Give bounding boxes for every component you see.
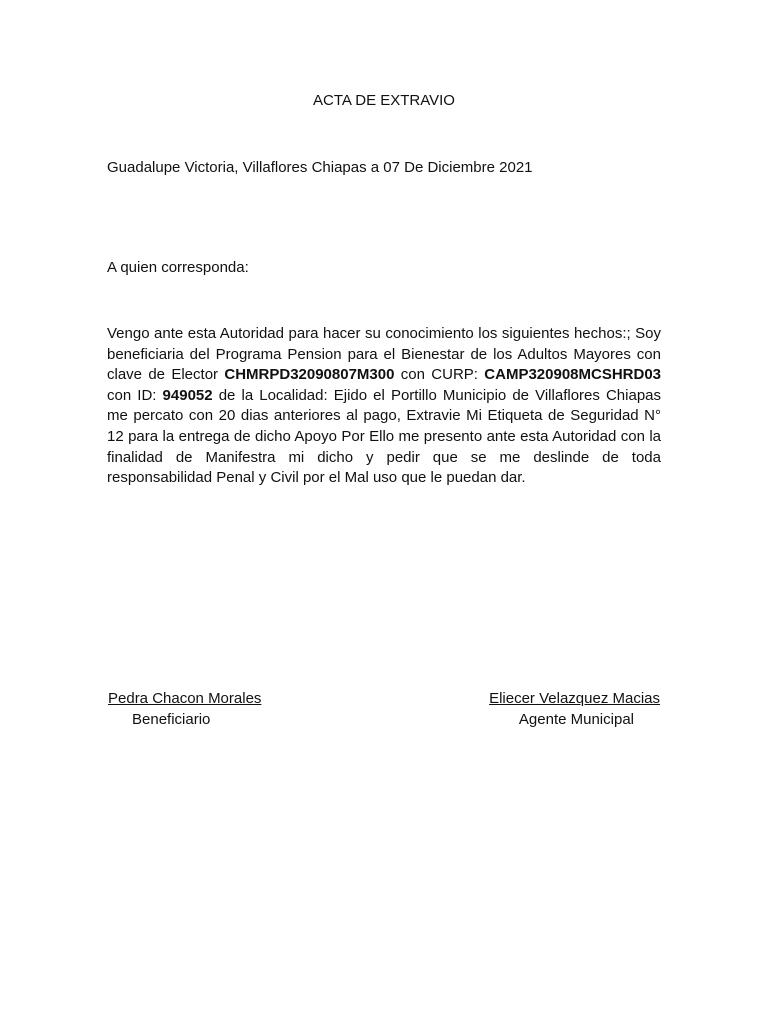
document-title: ACTA DE EXTRAVIO xyxy=(313,92,455,109)
signature-left-role: Beneficiario xyxy=(132,710,211,728)
signature-left xyxy=(108,689,261,730)
signature-left-name: Pedra Chacon Morales xyxy=(108,690,262,707)
body-text-part1: Vengo ante esta Autoridad para hacer su conocimiento los siguientes hechos:; Soy beneficiaria del Programa Pension para el Bienestar de los Adultos Mayores con clave de Elector xyxy=(107,325,661,384)
clave-elector: CHMRPD32090807M300 xyxy=(224,366,395,384)
signature-right-role: Agente Municipal xyxy=(518,710,634,728)
body-text-part2: con CURP: xyxy=(394,366,485,384)
salutation: A quien corresponda: xyxy=(107,259,249,276)
place-date: Guadalupe Victoria, Villaflores Chiapas a 07 De Diciembre 2021 xyxy=(107,159,533,176)
body-paragraph xyxy=(107,324,661,489)
signature-right-name: Eliecer Velazquez Macias xyxy=(489,690,660,707)
body-text-part3: con ID: xyxy=(107,386,163,404)
beneficiary-id: 949052 xyxy=(162,386,213,404)
curp: CAMP320908MCSHRD03 xyxy=(484,366,662,384)
signature-right xyxy=(489,689,660,730)
body-text-part4: de la Localidad: Ejido el Portillo Municipio de Villaflores Chiapas me percato con 20 dias anteriores al pago, Extravie Mi Etiqueta de Seguridad N° 12 para la entrega de dicho Apoyo Por Ello me presento ante esta Autoridad con la finalidad de Manifestra mi dicho y pedir que se me deslinde de toda responsabilidad Penal y Civil por el Mal uso que le puedan dar. xyxy=(107,386,662,487)
